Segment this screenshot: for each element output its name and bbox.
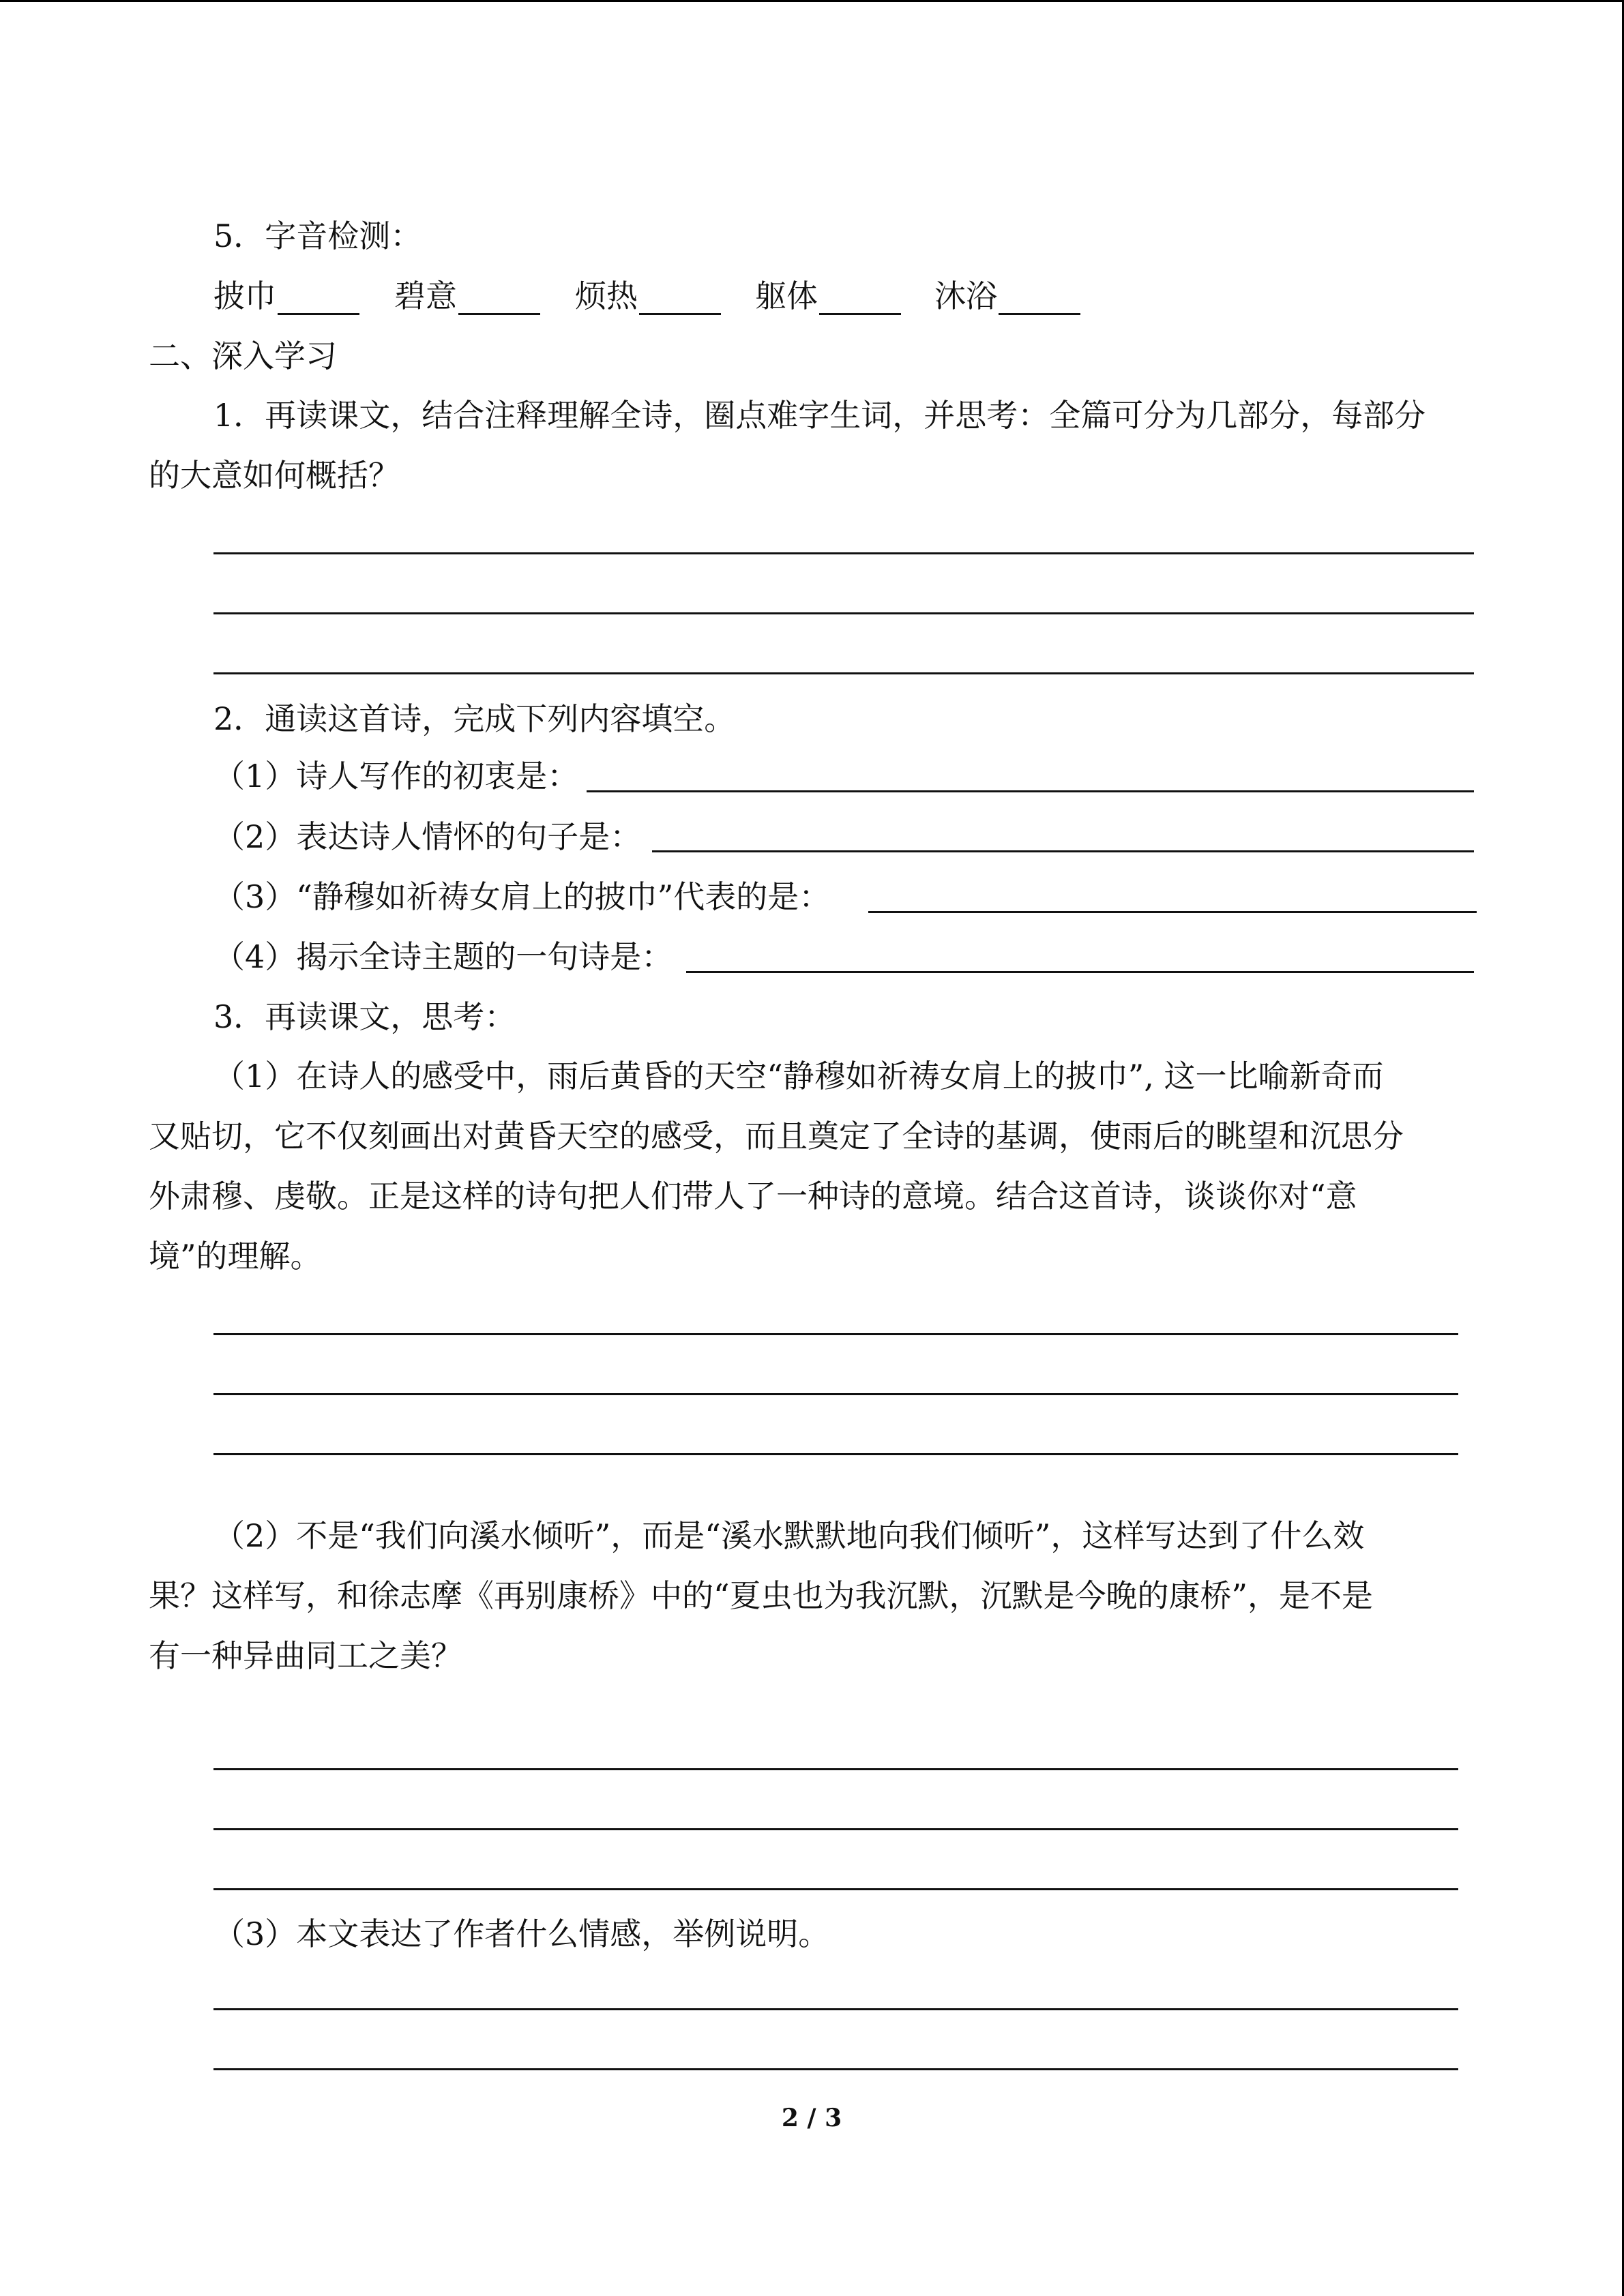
q2-item-1: （1）诗人写作的初衷是： xyxy=(213,758,579,794)
q1-text-line-1: 1．再读课文，结合注释理解全诗，圈点难字生词，并思考：全篇可分为几部分，每部分 xyxy=(213,397,1426,434)
page-number: 2 / 3 xyxy=(781,2104,842,2132)
q1-answer-line-3[interactable] xyxy=(213,672,1474,674)
q2-item-4: （4）揭示全诗主题的一句诗是： xyxy=(213,938,673,975)
q5-blank-3[interactable] xyxy=(639,313,721,315)
q1-answer-line-1[interactable] xyxy=(213,552,1474,554)
q2-title: 2．通读这首诗，完成下列内容填空。 xyxy=(213,700,736,737)
q3-sub3-answer-line-1[interactable] xyxy=(213,2008,1458,2010)
q5-title: 5．字音检测： xyxy=(213,218,422,254)
q3-sub1-line-2: 又贴切，它不仅刻画出对黄昏天空的感受，而且奠定了全诗的基调，使雨后的眺望和沉思分 xyxy=(149,1118,1404,1154)
q3-sub1-answer-line-2[interactable] xyxy=(213,1393,1458,1395)
q3-sub2-line-3: 有一种异曲同工之美？ xyxy=(149,1637,462,1674)
q5-word-3: 烦热 xyxy=(575,278,638,314)
q3-sub2-answer-line-1[interactable] xyxy=(213,1768,1458,1770)
q2-item-2: （2）表达诗人情怀的句子是： xyxy=(213,818,642,855)
q5-blank-5[interactable] xyxy=(999,313,1080,315)
q5-word-4: 躯体 xyxy=(755,278,818,314)
q3-sub1-line-1: （1）在诗人的感受中，雨后黄昏的天空“静穆如祈祷女肩上的披巾”, 这一比喻新奇而 xyxy=(213,1058,1384,1094)
q3-sub1-line-3: 外肃穆、虔敬。正是这样的诗句把人们带人了一种诗的意境。结合这首诗，谈谈你对“意 xyxy=(149,1178,1357,1214)
q3-title: 3．再读课文，思考： xyxy=(213,998,516,1035)
q3-sub3-text: （3）本文表达了作者什么情感，举例说明。 xyxy=(213,1915,830,1952)
q2-item-3-blank[interactable] xyxy=(868,911,1477,913)
q2-item-2-blank[interactable] xyxy=(652,850,1474,852)
q5-word-1: 披巾 xyxy=(213,278,276,314)
q3-sub1-answer-line-3[interactable] xyxy=(213,1453,1458,1455)
q5-blank-2[interactable] xyxy=(458,313,540,315)
q2-item-1-blank[interactable] xyxy=(587,790,1474,792)
q3-sub2-answer-line-3[interactable] xyxy=(213,1888,1458,1890)
q5-word-5: 沐浴 xyxy=(934,278,997,314)
q3-sub2-answer-line-2[interactable] xyxy=(213,1828,1458,1830)
q3-sub1-answer-line-1[interactable] xyxy=(213,1333,1458,1335)
q5-word-2: 碧意 xyxy=(394,278,457,314)
q3-sub2-line-2: 果？这样写，和徐志摩《再别康桥》中的“夏虫也为我沉默，沉默是今晚的康桥”，是不是 xyxy=(149,1577,1374,1614)
q5-blank-4[interactable] xyxy=(819,313,901,315)
q1-answer-line-2[interactable] xyxy=(213,612,1474,614)
q1-text-line-2: 的大意如何概括？ xyxy=(149,457,400,494)
q2-item-4-blank[interactable] xyxy=(686,971,1474,973)
q3-sub2-line-1: （2）不是“我们向溪水倾听”，而是“溪水默默地向我们倾听”，这样写达到了什么效 xyxy=(213,1517,1365,1554)
page-border-top xyxy=(0,0,1624,2)
q2-item-3: （3）“静穆如祈祷女肩上的披巾”代表的是： xyxy=(213,878,831,915)
q5-blank-1[interactable] xyxy=(278,313,359,315)
section-2-heading: 二、深入学习 xyxy=(149,338,337,374)
q3-sub3-answer-line-2[interactable] xyxy=(213,2068,1458,2070)
q3-sub1-line-4: 境”的理解。 xyxy=(149,1238,322,1274)
